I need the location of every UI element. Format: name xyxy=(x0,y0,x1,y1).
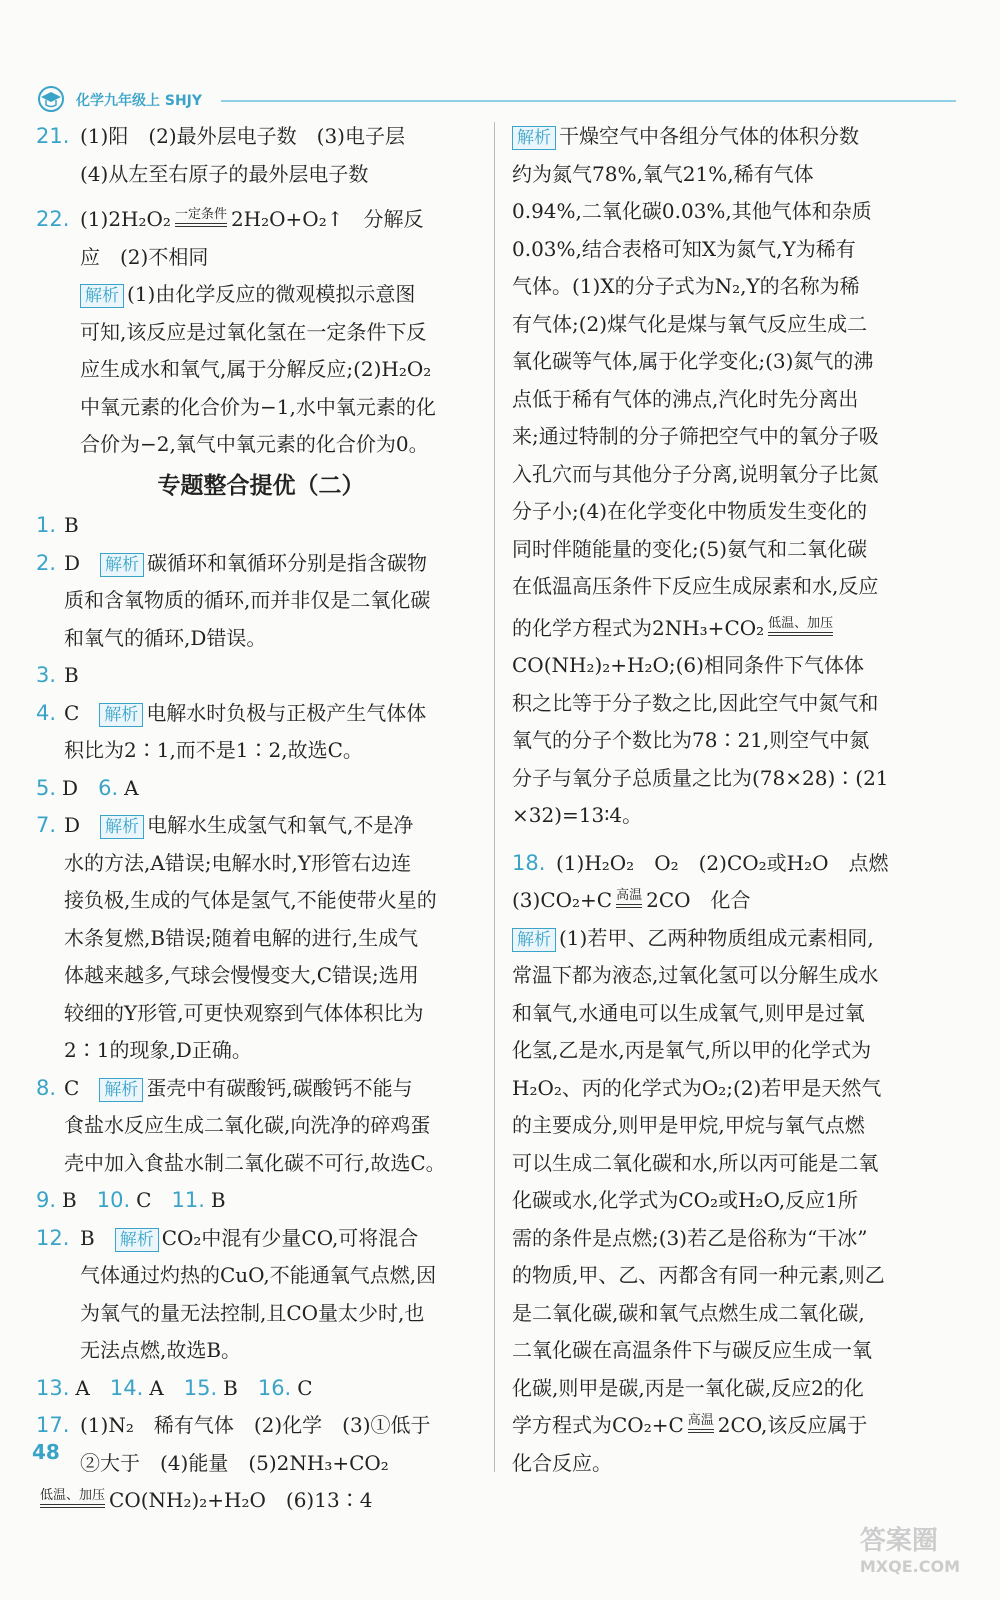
answer-17: 17. (1)N₂ 稀有气体 (2)化学 (3)①低于 xyxy=(36,1413,431,1437)
answer-1: 1. B xyxy=(36,513,79,537)
answer-4: 4. C 解析 电解水时负极与正极产生气体体 xyxy=(36,700,427,725)
section-title: 专题整合提优（二） xyxy=(157,472,365,499)
right-column: 解析 干燥空气中各组分气体的体积分数 约为氮气78%,氧气21%,稀有气体 0.94%,二氧化碳0.03%,其他气体和杂质 0.03%,结合表格可知X为氮气,Y为稀有 气体。(1)X的分子式为N₂,Y的名称为稀 有气体;(2)煤气化是煤与氧气反应生成二 氧化碳等气体,属于化学变化;(3)氮气的沸 点低于稀有气体的沸点,汽化时先分离出 来;通过特制的分子筛把空气中的氧分子吸 入孔穴而与其他分子分离,说明氧分子比氮 分子小;(4)在化学变化中物质发生变化的 同时伴随能量的变化;(5)氨气和二氧化碳 在低温高压条件下反应生成尿素和水,反应 的化学方程式为2NH₃+CO₂ 低温、加压 CO(NH₂)₂+H₂O;(6)相同条件下气体体 积之比等于分子数之比,因此空气中氮气和 氧气的分子个数比为78∶21,则空气中氮 分子与氧分子总质量之比为(78×28)∶(21 ×32)=13∶4。 18. (1)H₂O₂ O₂ (2)CO₂或H₂O 点燃 (3)CO₂+C 高温 2CO 化合 解析 (1)若甲、乙两种物质组成元素相同, 常温下都为液态,过氧化氢可以分解生成水 和氧气,水通电可以生成氧气,则甲是过氧 化氢,乙是水,丙是氧气,所以甲的化学式为 H₂O₂、丙的化学式为O₂;(2)若甲是天然气 的主要成分,则甲是甲烷,甲烷与氧气点燃 可以生成二氧化碳和水,所以丙可能是二氧 化碳或水,化学式为CO₂或H₂O,反应1所 需的条件是点燃;(3)若乙是俗称为“干冰” 的物质,甲、乙、丙都含有同一种元素,则乙 是二氧化碳,碳和氧气点燃生成二氧化碳, 二氧化碳在高温条件下与碳反应生成一氧 化碳,则甲是碳,丙是一氧化碳,反应2的化 学方程式为CO₂+C 高温 2CO,该反应属于 化合反应。 xyxy=(512,118,962,1482)
page-number: 48 xyxy=(32,1440,60,1464)
book-title: 化学九年级上 SHJY xyxy=(76,93,203,109)
page-header xyxy=(36,86,956,116)
answer-8: 8. C 解析 蛋壳中有碳酸钙,碳酸钙不能与 xyxy=(36,1075,413,1100)
answer-12: 12. B 解析 CO₂中混有少量CO,可将混合 xyxy=(36,1225,419,1250)
reaction-condition: 低温、加压 xyxy=(36,1488,109,1508)
answer-18: 18. (1)H₂O₂ O₂ (2)CO₂或H₂O 点燃 xyxy=(512,850,889,875)
answer-22: 22. (1)2H₂O₂ 一定条件 2H₂O+O₂↑ 分解反 应 (2)不相同 解析 (1)由化学反应的微观模拟示意图 可知,该反应是过氧化氢在一定条件下反 应生成水和氧气,属于分解反应;(2)H₂O₂ 中氧元素的化合价为−1,水中氧元素的化 合价为−2,氧气中氧元素的化合价为0。 xyxy=(36,207,436,456)
header-rule xyxy=(221,100,956,102)
answer-3: 3. B xyxy=(36,663,79,687)
watermark: 答案圈 MXQE.COM xyxy=(859,1526,960,1576)
answer-2: 2. D 解析 碳循环和氧循环分别是指含碳物 xyxy=(36,550,428,575)
column-divider xyxy=(494,122,495,1472)
answer-5-6: 5. D 6. A xyxy=(36,775,139,800)
left-column: 21. (1)阳 (2)最外层电子数 (3)电子层 (4)从左至右原子的最外层电子数 22. (1)2H₂O₂ 一定条件 2H₂O+O₂↑ 分解反 应 (2)不相同 解析 (1)由化学反应的微观模拟示意图 可知,该反应是过氧化氢在一定条件下反 应生成水和氧气,属于分解反应;(2)H₂O₂ 中氧元素的化合价为−1,水中氧元素的化 合价为−2,氧气中氧元素的化合价为0。 专题整合提优（二） 1. B 2. D 解析 碳循环和氧循环分别是指含碳物 质和含氧物质的循环,而并非仅是二氧化碳 和氧气的循环,D错误。 3. B 4. C 解析 电解水时负极与正极产生气体体 积比为2∶1,而不是1∶2,故选C。 5. D 6. A 7. D 解析 电解水生成氢气和氧气,不是净 水的方法,A错误;电解水时,Y形管右边连 接负极,生成的气体是氢气,不能使带火星的 木条复燃,B错误;随着电解的进行,生成气 体越来越多,气球会慢慢变大,C错误;选用 较细的Y形管,可更快观察到气体体积比为 2∶1的现象,D正确。 8. C 解析 蛋壳中有碳酸钙,碳酸钙不能与 食盐水反应生成二氧化碳,向洗净的碎鸡蛋 壳中加入食盐水制二氧化碳不可行,故选C。 9. B 10. C 11. B 12. B 解析 CO₂中混有少量CO,可将混合 气体通过灼热的CuO,不能通氧气点燃,因 为氧气的量无法控制,且CO量太少时,也 无法点燃,故选B。 13. A 14. A 15. B 16. C 17. (1)N₂ 稀有气体 (2)化学 (3)①低于 ②大于 (4)能量 (5)2NH₃+CO₂ 低温、加压 CO(NH₂)₂+H₂O (6)13∶4 xyxy=(36,118,486,1520)
reaction-condition: 高温 xyxy=(612,888,646,908)
analysis-tag: 解析 xyxy=(512,126,556,150)
analysis-tag: 解析 xyxy=(512,928,556,952)
answer-9-11: 9. B 10. C 11. B xyxy=(36,1188,226,1212)
reaction-condition: 一定条件 xyxy=(171,207,231,227)
answer-13-16: 13. A 14. A 15. B 16. C xyxy=(36,1375,313,1400)
reaction-condition: 低温、加压 xyxy=(764,616,837,636)
graduation-cap-icon xyxy=(36,86,66,112)
answer-21: 21. (1)阳 (2)最外层电子数 (3)电子层 (4)从左至右原子的最外层电子数 xyxy=(36,124,405,186)
reaction-condition: 高温 xyxy=(684,1413,718,1433)
answer-7: 7. D 解析 电解水生成氢气和氧气,不是净 xyxy=(36,813,414,837)
analysis-tag: 解析 xyxy=(80,284,124,308)
